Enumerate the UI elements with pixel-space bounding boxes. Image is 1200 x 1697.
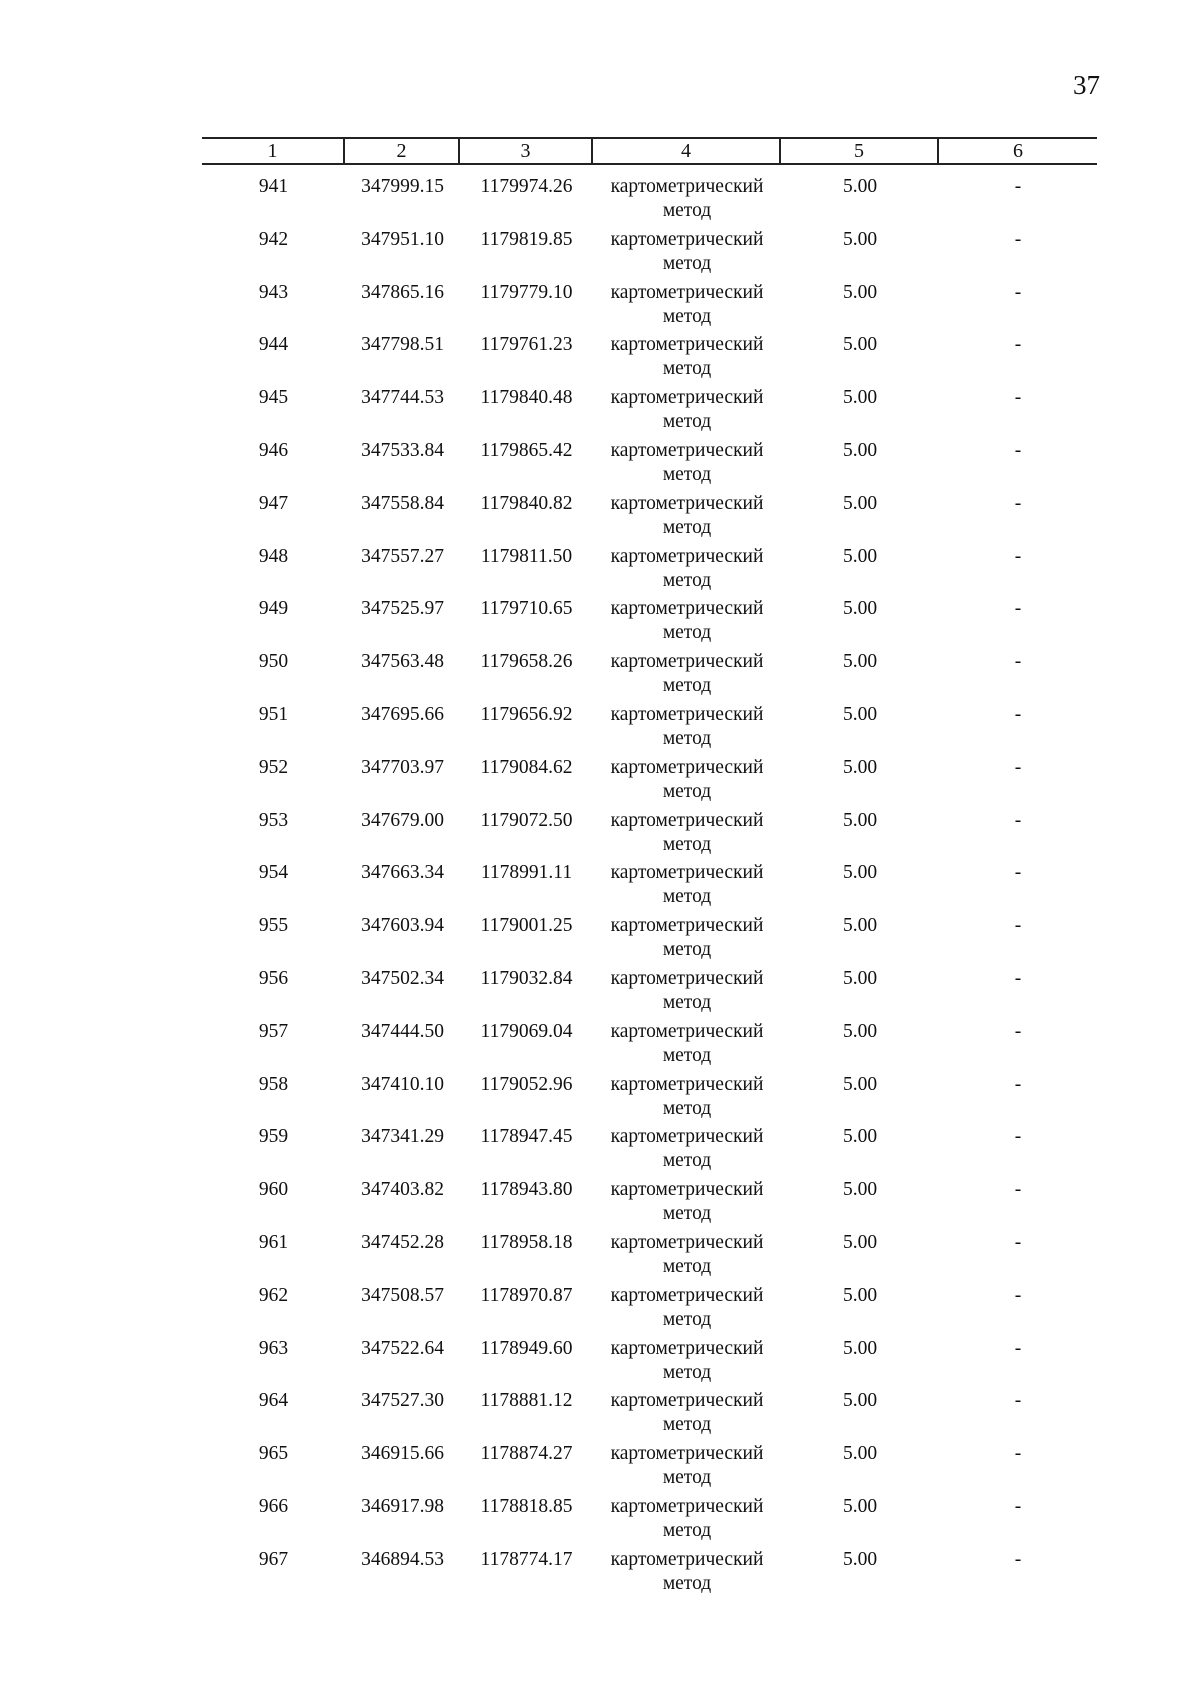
point-number-cell: 963 bbox=[258, 1337, 289, 1359]
method-cell: картометрический метод bbox=[610, 176, 764, 221]
table-row bbox=[202, 650, 1097, 703]
table-row bbox=[202, 861, 1097, 914]
y-coordinate-cell: 1178947.45 bbox=[480, 1126, 573, 1148]
y-coordinate-cell: 1179819.85 bbox=[480, 228, 573, 250]
table-row bbox=[202, 914, 1097, 967]
note-cell: - bbox=[1014, 1495, 1022, 1517]
accuracy-cell: 5.00 bbox=[842, 228, 878, 250]
point-number-cell: 953 bbox=[258, 809, 289, 831]
accuracy-cell: 5.00 bbox=[842, 492, 878, 514]
table-row bbox=[202, 439, 1097, 492]
accuracy-cell: 5.00 bbox=[842, 1179, 878, 1201]
x-coordinate-cell: 347679.00 bbox=[361, 809, 444, 831]
x-coordinate-cell: 347527.30 bbox=[361, 1390, 444, 1412]
x-coordinate-cell: 347603.94 bbox=[361, 915, 444, 937]
page-number: 37 bbox=[1073, 70, 1100, 100]
note-cell: - bbox=[1014, 1179, 1022, 1201]
accuracy-cell: 5.00 bbox=[842, 651, 878, 673]
method-cell: картометрический метод bbox=[610, 1073, 764, 1119]
point-number-cell: 945 bbox=[258, 387, 289, 409]
x-coordinate-cell: 347557.27 bbox=[361, 545, 444, 567]
point-number-cell: 960 bbox=[258, 1179, 289, 1201]
point-number-cell: 967 bbox=[258, 1548, 289, 1570]
table-row bbox=[202, 1178, 1097, 1231]
method-cell: картометрический метод bbox=[610, 967, 764, 1013]
column-header-5: 5 bbox=[781, 139, 939, 163]
method-cell: картометрический метод bbox=[610, 1231, 764, 1277]
y-coordinate-cell: 1179001.25 bbox=[480, 915, 573, 937]
x-coordinate-cell: 347444.50 bbox=[361, 1020, 444, 1042]
method-cell: картометрический метод bbox=[610, 703, 764, 749]
method-cell: картометрический метод bbox=[610, 1548, 764, 1594]
accuracy-cell: 5.00 bbox=[842, 281, 878, 303]
point-number-cell: 951 bbox=[258, 703, 289, 725]
table-row bbox=[202, 597, 1097, 650]
x-coordinate-cell: 347522.64 bbox=[361, 1337, 444, 1359]
table-row bbox=[202, 703, 1097, 756]
point-number-cell: 941 bbox=[258, 176, 289, 197]
column-header-2: 2 bbox=[345, 139, 460, 163]
accuracy-cell: 5.00 bbox=[842, 967, 878, 989]
note-cell: - bbox=[1014, 809, 1022, 831]
method-cell: картометрический метод bbox=[610, 1443, 764, 1489]
column-header-6: 6 bbox=[1013, 140, 1023, 162]
y-coordinate-cell: 1179658.26 bbox=[480, 651, 573, 673]
table-row bbox=[202, 1389, 1097, 1442]
accuracy-cell: 5.00 bbox=[842, 439, 878, 461]
accuracy-cell: 5.00 bbox=[842, 1284, 878, 1306]
note-cell: - bbox=[1014, 545, 1022, 567]
note-cell: - bbox=[1014, 1443, 1022, 1465]
method-cell: картометрический метод bbox=[610, 228, 764, 274]
accuracy-cell: 5.00 bbox=[842, 334, 878, 356]
x-coordinate-cell: 347533.84 bbox=[361, 439, 444, 461]
y-coordinate-cell: 1179069.04 bbox=[480, 1020, 573, 1042]
point-number-cell: 947 bbox=[258, 492, 289, 514]
method-cell: картометрический метод bbox=[610, 598, 764, 644]
x-coordinate-cell: 347798.51 bbox=[361, 334, 444, 356]
accuracy-cell: 5.00 bbox=[842, 756, 878, 778]
method-cell: картометрический метод bbox=[610, 281, 764, 327]
table-row bbox=[202, 1442, 1097, 1495]
note-cell: - bbox=[1014, 439, 1022, 461]
y-coordinate-cell: 1179084.62 bbox=[480, 756, 573, 778]
table-row bbox=[202, 1073, 1097, 1126]
method-cell: картометрический метод bbox=[610, 1179, 764, 1225]
note-cell: - bbox=[1014, 1231, 1022, 1253]
accuracy-cell: 5.00 bbox=[842, 1337, 878, 1359]
x-coordinate-cell: 346894.53 bbox=[361, 1548, 444, 1570]
y-coordinate-cell: 1179840.48 bbox=[480, 387, 573, 409]
note-cell: - bbox=[1014, 334, 1022, 356]
note-cell: - bbox=[1014, 703, 1022, 725]
table-row bbox=[202, 1337, 1097, 1390]
y-coordinate-cell: 1179052.96 bbox=[480, 1073, 573, 1095]
note-cell: - bbox=[1014, 1020, 1022, 1042]
table-row bbox=[202, 386, 1097, 439]
y-coordinate-cell: 1179656.92 bbox=[480, 703, 573, 725]
note-cell: - bbox=[1014, 1548, 1022, 1570]
point-number-cell: 950 bbox=[258, 651, 289, 673]
method-cell: картометрический метод bbox=[610, 1390, 764, 1436]
method-cell: картометрический метод bbox=[610, 492, 764, 538]
table-header bbox=[202, 137, 1097, 165]
point-number-cell: 962 bbox=[258, 1284, 289, 1306]
accuracy-cell: 5.00 bbox=[842, 1443, 878, 1465]
accuracy-cell: 5.00 bbox=[842, 1126, 878, 1148]
x-coordinate-cell: 347744.53 bbox=[361, 387, 444, 409]
point-number-cell: 964 bbox=[258, 1390, 289, 1412]
accuracy-cell: 5.00 bbox=[842, 598, 878, 620]
x-coordinate-cell: 347951.10 bbox=[361, 228, 444, 250]
x-coordinate-cell: 346917.98 bbox=[361, 1495, 444, 1517]
point-number-cell: 965 bbox=[258, 1443, 289, 1465]
note-cell: - bbox=[1014, 1337, 1022, 1359]
accuracy-cell: 5.00 bbox=[842, 176, 878, 197]
table-row bbox=[202, 1125, 1097, 1178]
x-coordinate-cell: 347695.66 bbox=[361, 703, 444, 725]
note-cell: - bbox=[1014, 228, 1022, 250]
table-body bbox=[202, 175, 1097, 1601]
column-header-3: 3 bbox=[460, 139, 593, 163]
y-coordinate-cell: 1179761.23 bbox=[480, 334, 573, 356]
y-coordinate-cell: 1178874.27 bbox=[480, 1443, 573, 1465]
point-number-cell: 957 bbox=[258, 1020, 289, 1042]
note-cell: - bbox=[1014, 1390, 1022, 1412]
table-row bbox=[202, 1284, 1097, 1337]
note-cell: - bbox=[1014, 651, 1022, 673]
point-number-cell: 943 bbox=[258, 281, 289, 303]
y-coordinate-cell: 1178881.12 bbox=[480, 1390, 573, 1412]
accuracy-cell: 5.00 bbox=[842, 862, 878, 884]
note-cell: - bbox=[1014, 1126, 1022, 1148]
point-number-cell: 956 bbox=[258, 967, 289, 989]
y-coordinate-cell: 1179779.10 bbox=[480, 281, 573, 303]
x-coordinate-cell: 347663.34 bbox=[361, 862, 444, 884]
table-row bbox=[202, 809, 1097, 862]
point-number-cell: 961 bbox=[258, 1231, 289, 1253]
x-coordinate-cell: 347410.10 bbox=[361, 1073, 444, 1095]
x-coordinate-cell: 347403.82 bbox=[361, 1179, 444, 1201]
note-cell: - bbox=[1014, 1284, 1022, 1306]
accuracy-cell: 5.00 bbox=[842, 1231, 878, 1253]
x-coordinate-cell: 347558.84 bbox=[361, 492, 444, 514]
note-cell: - bbox=[1014, 915, 1022, 937]
method-cell: картометрический метод bbox=[610, 387, 764, 433]
table-row bbox=[202, 1020, 1097, 1073]
y-coordinate-cell: 1178774.17 bbox=[480, 1548, 573, 1570]
point-number-cell: 955 bbox=[258, 915, 289, 937]
y-coordinate-cell: 1179865.42 bbox=[480, 439, 573, 461]
column-header-4: 4 bbox=[593, 139, 781, 163]
column-header-1: 1 bbox=[202, 139, 345, 163]
table-row bbox=[202, 1495, 1097, 1548]
method-cell: картометрический метод bbox=[610, 651, 764, 697]
accuracy-cell: 5.00 bbox=[842, 387, 878, 409]
note-cell: - bbox=[1014, 176, 1022, 197]
point-number-cell: 948 bbox=[258, 545, 289, 567]
table-row bbox=[202, 545, 1097, 598]
table-row bbox=[202, 492, 1097, 545]
y-coordinate-cell: 1178818.85 bbox=[480, 1495, 573, 1517]
note-cell: - bbox=[1014, 756, 1022, 778]
table-row bbox=[202, 756, 1097, 809]
note-cell: - bbox=[1014, 967, 1022, 989]
method-cell: картометрический метод bbox=[610, 1495, 764, 1541]
point-number-cell: 944 bbox=[258, 334, 289, 356]
x-coordinate-cell: 347525.97 bbox=[361, 598, 444, 620]
point-number-cell: 949 bbox=[258, 598, 289, 620]
note-cell: - bbox=[1014, 281, 1022, 303]
y-coordinate-cell: 1179811.50 bbox=[480, 545, 573, 567]
x-coordinate-cell: 347703.97 bbox=[361, 756, 444, 778]
note-cell: - bbox=[1014, 862, 1022, 884]
method-cell: картометрический метод bbox=[610, 809, 764, 855]
point-number-cell: 954 bbox=[258, 862, 289, 884]
x-coordinate-cell: 346915.66 bbox=[361, 1443, 444, 1465]
note-cell: - bbox=[1014, 387, 1022, 409]
method-cell: картометрический метод bbox=[610, 862, 764, 908]
y-coordinate-cell: 1179710.65 bbox=[480, 598, 573, 620]
method-cell: картометрический метод bbox=[610, 1126, 764, 1172]
point-number-cell: 946 bbox=[258, 439, 289, 461]
note-cell: - bbox=[1014, 1073, 1022, 1095]
note-cell: - bbox=[1014, 492, 1022, 514]
accuracy-cell: 5.00 bbox=[842, 1548, 878, 1570]
x-coordinate-cell: 347563.48 bbox=[361, 651, 444, 673]
y-coordinate-cell: 1179840.82 bbox=[480, 492, 573, 514]
y-coordinate-cell: 1179072.50 bbox=[480, 809, 573, 831]
y-coordinate-cell: 1178943.80 bbox=[480, 1179, 573, 1201]
method-cell: картометрический метод bbox=[610, 756, 764, 802]
point-number-cell: 959 bbox=[258, 1126, 289, 1148]
accuracy-cell: 5.00 bbox=[842, 809, 878, 831]
accuracy-cell: 5.00 bbox=[842, 1495, 878, 1517]
x-coordinate-cell: 347999.15 bbox=[361, 176, 444, 197]
y-coordinate-cell: 1178970.87 bbox=[480, 1284, 573, 1306]
accuracy-cell: 5.00 bbox=[842, 703, 878, 725]
method-cell: картометрический метод bbox=[610, 915, 764, 961]
method-cell: картометрический метод bbox=[610, 1284, 764, 1330]
method-cell: картометрический метод bbox=[610, 545, 764, 591]
method-cell: картометрический метод bbox=[610, 1020, 764, 1066]
x-coordinate-cell: 347341.29 bbox=[361, 1126, 444, 1148]
method-cell: картометрический метод bbox=[610, 439, 764, 485]
method-cell: картометрический метод bbox=[610, 334, 764, 380]
point-number-cell: 958 bbox=[258, 1073, 289, 1095]
table-row bbox=[202, 1231, 1097, 1284]
table-row bbox=[202, 967, 1097, 1020]
table-row bbox=[202, 333, 1097, 386]
table-row bbox=[202, 175, 1097, 228]
x-coordinate-cell: 347452.28 bbox=[361, 1231, 444, 1253]
accuracy-cell: 5.00 bbox=[842, 1020, 878, 1042]
x-coordinate-cell: 347508.57 bbox=[361, 1284, 444, 1306]
y-coordinate-cell: 1178958.18 bbox=[480, 1231, 573, 1253]
point-number-cell: 942 bbox=[258, 228, 289, 250]
accuracy-cell: 5.00 bbox=[842, 545, 878, 567]
y-coordinate-cell: 1179974.26 bbox=[480, 176, 573, 197]
accuracy-cell: 5.00 bbox=[842, 1390, 878, 1412]
note-cell: - bbox=[1014, 598, 1022, 620]
table-row bbox=[202, 281, 1097, 334]
table-row bbox=[202, 1548, 1097, 1601]
x-coordinate-cell: 347502.34 bbox=[361, 967, 444, 989]
point-number-cell: 966 bbox=[258, 1495, 289, 1517]
y-coordinate-cell: 1179032.84 bbox=[480, 967, 573, 989]
accuracy-cell: 5.00 bbox=[842, 915, 878, 937]
method-cell: картометрический метод bbox=[610, 1337, 764, 1383]
accuracy-cell: 5.00 bbox=[842, 1073, 878, 1095]
y-coordinate-cell: 1178991.11 bbox=[480, 862, 573, 884]
x-coordinate-cell: 347865.16 bbox=[361, 281, 444, 303]
table-row bbox=[202, 228, 1097, 281]
point-number-cell: 952 bbox=[258, 756, 289, 778]
y-coordinate-cell: 1178949.60 bbox=[480, 1337, 573, 1359]
